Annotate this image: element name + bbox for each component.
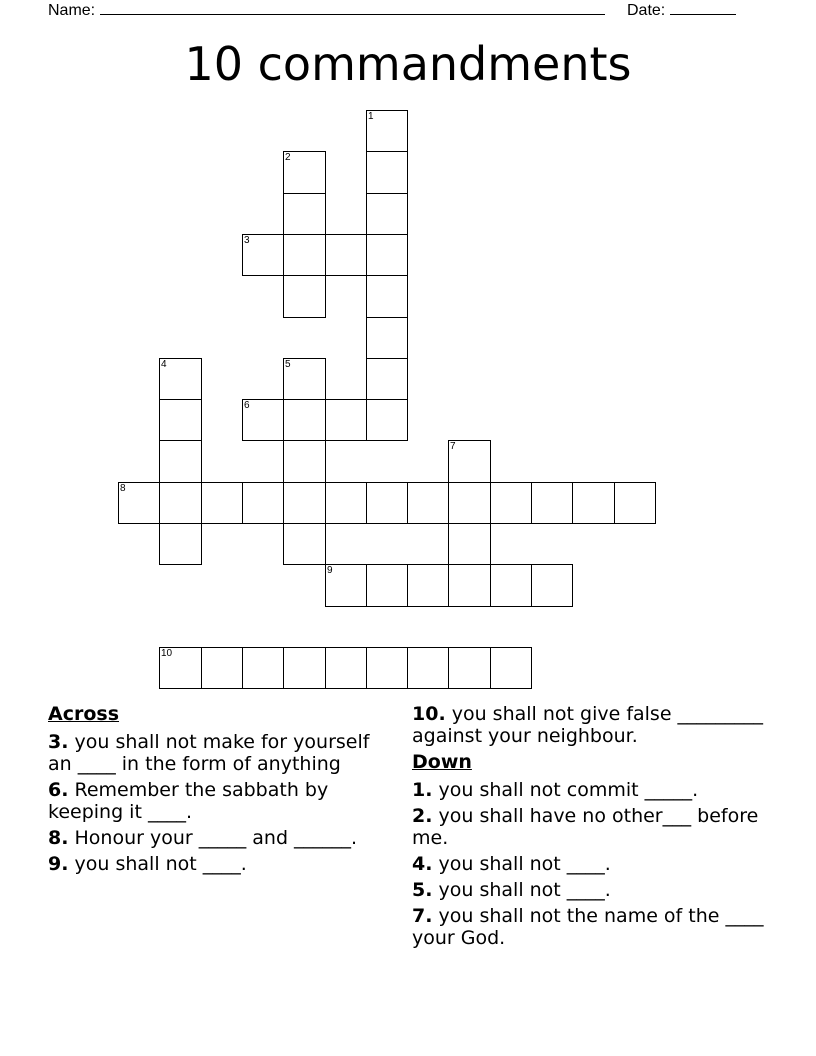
- down-clue-7: 7. you shall not the name of the ____ your God.: [412, 905, 764, 949]
- name-field[interactable]: [48, 0, 605, 20]
- crossword-cell[interactable]: [283, 523, 326, 565]
- down-heading: Down: [412, 751, 472, 773]
- crossword-cell[interactable]: [159, 440, 202, 483]
- crossword-cell[interactable]: [366, 399, 408, 441]
- clue-number: 10: [161, 648, 173, 659]
- down-clue-4: 4. you shall not ____.: [412, 853, 611, 875]
- crossword-cell[interactable]: [201, 647, 243, 689]
- across-clue-9: 9. you shall not ____.: [48, 853, 247, 875]
- crossword-cell[interactable]: [366, 482, 408, 524]
- crossword-cell[interactable]: [325, 234, 367, 276]
- crossword-cell[interactable]: [159, 358, 202, 400]
- crossword-cell[interactable]: [283, 193, 326, 235]
- clue-number: 2: [285, 152, 291, 163]
- crossword-cell[interactable]: [490, 482, 532, 524]
- crossword-cell[interactable]: [242, 647, 284, 689]
- crossword-cell[interactable]: [448, 440, 491, 483]
- clue-number: 7: [450, 441, 456, 452]
- crossword-cell[interactable]: [283, 647, 326, 689]
- crossword-cell[interactable]: [325, 564, 367, 607]
- page-title: 10 commandments: [184, 37, 632, 91]
- crossword-cell[interactable]: [448, 647, 491, 689]
- crossword-cell[interactable]: [283, 275, 326, 318]
- clue-number: 1: [368, 111, 374, 122]
- crossword-cell[interactable]: [283, 358, 326, 400]
- crossword-cell[interactable]: [283, 482, 326, 524]
- crossword-cell[interactable]: [283, 399, 326, 441]
- crossword-cell[interactable]: [283, 234, 326, 276]
- across-clue-8: 8. Honour your _____ and ______.: [48, 827, 358, 849]
- crossword-cell[interactable]: [572, 482, 615, 524]
- crossword-cell[interactable]: [531, 482, 573, 524]
- crossword-cell[interactable]: [614, 482, 656, 524]
- crossword-cell[interactable]: [325, 482, 367, 524]
- name-line[interactable]: [100, 0, 605, 15]
- clues-left-column: [48, 703, 388, 879]
- clue-number: 5: [285, 359, 291, 370]
- crossword-cell[interactable]: [242, 399, 284, 441]
- down-clue-5: 5. you shall not ____.: [412, 879, 611, 901]
- crossword-cell[interactable]: [407, 482, 449, 524]
- down-clue-2: 2. you shall have no other___ before me.: [412, 805, 759, 849]
- crossword-cell[interactable]: [118, 482, 160, 524]
- crossword-cell[interactable]: [366, 110, 408, 152]
- down-clue-1: 1. you shall not commit _____.: [412, 779, 699, 801]
- across-clue-3: 3. you shall not make for yourself an ____ in the form of anything: [48, 731, 370, 775]
- crossword-cell[interactable]: [325, 399, 367, 441]
- crossword-cell[interactable]: [159, 523, 202, 565]
- crossword-cell[interactable]: [407, 647, 449, 689]
- crossword-cell[interactable]: [490, 564, 532, 607]
- crossword-cell[interactable]: [366, 647, 408, 689]
- across-clue-6: 6. Remember the sabbath by keeping it ____.: [48, 779, 329, 823]
- crossword-cell[interactable]: [201, 482, 243, 524]
- crossword-cell[interactable]: [325, 647, 367, 689]
- clue-number: 3: [244, 235, 250, 246]
- crossword-cell[interactable]: [159, 399, 202, 441]
- name-label: Name:: [48, 2, 96, 19]
- across-clue-10: 10. you shall not give false _________ against your neighbour.: [412, 703, 764, 747]
- crossword-cell[interactable]: [159, 482, 202, 524]
- crossword-cell[interactable]: [448, 482, 491, 524]
- crossword-cell[interactable]: [366, 358, 408, 400]
- crossword-cell[interactable]: [366, 317, 408, 359]
- across-heading: Across: [48, 703, 120, 725]
- clue-number: 4: [161, 359, 167, 370]
- crossword-cell[interactable]: [407, 564, 449, 607]
- date-line[interactable]: [670, 0, 736, 15]
- crossword-cell[interactable]: [366, 564, 408, 607]
- date-field[interactable]: [627, 0, 736, 20]
- crossword-cell[interactable]: [366, 151, 408, 194]
- crossword-cell[interactable]: [448, 523, 491, 565]
- crossword-cell[interactable]: [159, 647, 202, 689]
- crossword-cell[interactable]: [366, 275, 408, 318]
- crossword-cell[interactable]: [448, 564, 491, 607]
- crossword-cell[interactable]: [490, 647, 532, 689]
- crossword-cell[interactable]: [242, 234, 284, 276]
- clue-number: 9: [327, 565, 333, 576]
- date-label: Date:: [627, 2, 666, 19]
- clue-number: 8: [120, 483, 126, 494]
- clues-right-column: [412, 703, 782, 953]
- crossword-cell[interactable]: [283, 440, 326, 483]
- crossword-cell[interactable]: [283, 151, 326, 194]
- clue-number: 6: [244, 400, 250, 411]
- crossword-cell[interactable]: [366, 234, 408, 276]
- crossword-cell[interactable]: [242, 482, 284, 524]
- crossword-cell[interactable]: [366, 193, 408, 235]
- crossword-cell[interactable]: [531, 564, 573, 607]
